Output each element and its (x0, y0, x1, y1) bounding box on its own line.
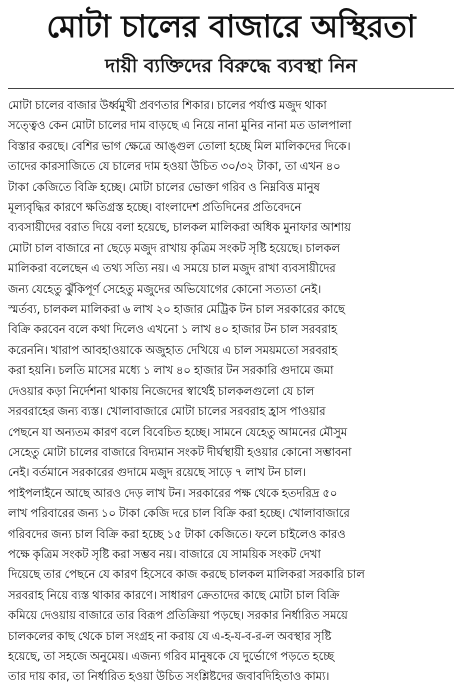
body-line: পেছনে যা অন্যতম কারণ বলে বিবেচিত হচ্ছে। সামনে যেহেতু আমনের মৌসুম (8, 424, 348, 439)
body-line: মূল্যবৃদ্ধির কারণে ক্ষতিগ্রস্ত হচ্ছে। বাংলাদেশ প্রতিদিনের প্রতিবেদনে (8, 200, 302, 215)
body-line: চালকলের কাছ থেকে চাল সংগ্রহ না করায় যে এ-হ-য-ব-র-ল অবস্থার সৃষ্টি (8, 628, 332, 643)
article-body (8, 95, 454, 687)
body-line: তার দায় কার, তা নির্ধারিত হওয়া উচিত সংশ্লিষ্টদের জবাবদিহিতাও কাম্য। (8, 669, 330, 684)
body-line: দেওয়ার কড়া নির্দেশনা থাকায় নিজেদের স্বার্থেই চালকলগুলো যে চাল (8, 383, 315, 398)
body-line: স্মর্তব্য, চালকল মালিকরা ৬ লাখ ২০ হাজার মেট্রিক টন চাল সরকারের কাছে (8, 302, 345, 317)
body-line: তাদের কারসাজিতে যে চালের দাম হওয়া উচিত ৩০/৩২ টাকা, তা এখন ৪০ (8, 159, 341, 174)
body-line: বিস্তার করছে। বেশির ভাগ ক্ষেত্রে আঙ্গুল তোলা হচ্ছে মিল মালিকদের দিকে। (8, 138, 351, 153)
body-line: টাকা কেজিতে বিক্রি হচ্ছে। মোটা চালের ভোক্তা গরিব ও নিম্নবিত্ত মানুষ (8, 179, 320, 194)
body-line: করেননি। খারাপ আবহাওয়াকে অজুহাত দেখিয়ে এ চাল সময়মতো সরবরাহ (8, 342, 338, 357)
body-line: পক্ষে কৃত্রিম সংকট সৃষ্টি করা সম্ভব নয়। বাজারে যে সাময়িক সংকট দেখা (8, 546, 321, 561)
body-line: জন্য যেহেতু ঝুঁকিপূর্ণ সেহেতু মজুদের অভিযোগের কোনো সত্যতা নেই। (8, 281, 322, 296)
body-line: গরিবদের জন্য চাল বিক্রি করা হচ্ছে ১৫ টাকা কেজিতে। ফলে চাইলেও কারও (8, 526, 346, 541)
body-line: মোটা চালের বাজার উর্ধ্বমুখী প্রবণতার শিকার। চালের পর্যাপ্ত মজুদ থাকা (8, 98, 327, 112)
body-line: করা হয়নি। চলতি মাসের মধ্যে ১ লাখ ৪০ হাজার টন সরকারি গুদামে জমা (8, 363, 334, 378)
headline: মোটা চালের বাজারে অস্থিরতা (46, 9, 416, 45)
body-line: সত্ত্বেও কেন মোটা চালের দাম বাড়ছে এ নিয়ে নানা মুনির নানা মত ডালপালা (8, 118, 352, 133)
body-line: সরবরাহ নিয়ে ব্যস্ত থাকার কারণে। সাধারণ ক্রেতাদের কাছে মোটা চাল বিক্রি (8, 587, 340, 602)
body-line: মালিকরা বলেছেন এ তথ্য সত্যি নয়। এ সময়ে চাল মজুদ রাখা ব্যবসায়ীদের (8, 261, 336, 276)
body-line: বিক্রি করবেন বলে কথা দিলেও এখনো ১ লাখ ৪০ হাজার টন চাল সরবরাহ (8, 322, 337, 337)
body-line: সরবরাহের জন্য ব্যস্ত। খোলাবাজারে মোটা চালের সরবরাহ হ্রাস পাওয়ার (8, 404, 326, 419)
body-line: দিয়েছে তার পেছনে যে কারণ হিসেবে কাজ করছে চালকল মালিকরা সরকারি চাল (8, 567, 365, 582)
body-line: পাইপলাইনে আছে আরও দেড় লাখ টন। সরকারের পক্ষ থেকে হতদরিদ্র ৫০ (8, 485, 338, 500)
body-line: নেই। বর্তমানে সরকারের গুদামে মজুদ রয়েছে সাড়ে ৭ লাখ টন চাল। (8, 465, 306, 480)
body-line: সেহেতু মোটা চালের বাজারে বিদ্যমান সংকট দীর্ঘস্থায়ী হওয়ার কোনো সম্ভাবনা (8, 444, 352, 459)
body-line: লাখ পরিবারের জন্য ১০ টাকা কেজি দরে চাল বিক্রি করা হচ্ছে। খোলাবাজারে (8, 506, 350, 521)
subheadline: দায়ী ব্যক্তিদের বিরুদ্ধে ব্যবস্থা নিন (105, 55, 357, 77)
body-line: মোটা চাল বাজারে না ছেড়ে মজুদ রাখায় কৃত্রিম সংকট সৃষ্টি হয়েছে। চালকল (8, 240, 340, 255)
divider (8, 88, 454, 89)
body-line: হয়েছে, তা সহজে অনুমেয়। এজন্য গরিব মানুষকে যে দুর্ভোগে পড়তে হচ্ছে (8, 648, 335, 663)
body-line: কমিয়ে দেওয়ায় বাজারে তার বিরূপ প্রতিক্রিয়া পড়ছে। সরকার নির্ধারিত সময়ে (8, 608, 348, 623)
body-line: ব্যবসায়ীদের বরাত দিয়ে বলা হয়েছে, চালকল মালিকরা অধিক মুনাফার আশায় (8, 220, 351, 235)
